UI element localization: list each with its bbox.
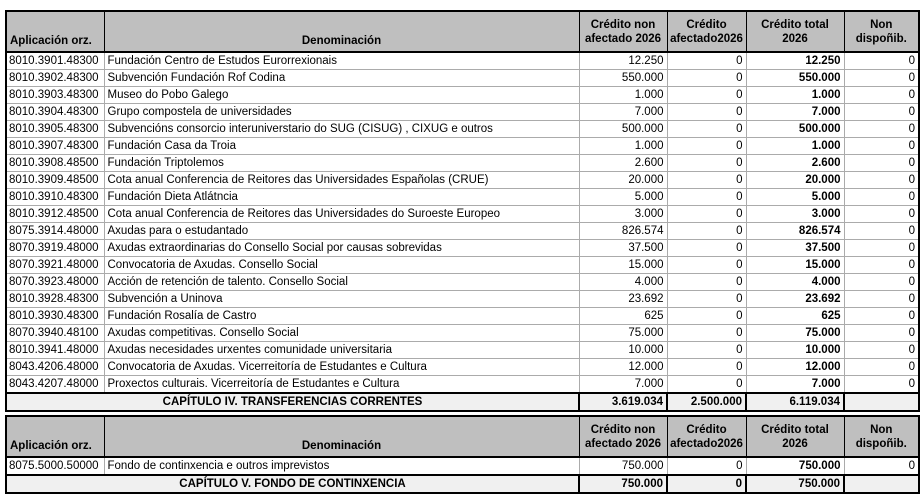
cell-non-disponib: 0 bbox=[844, 155, 919, 172]
cell-credito-non-afectado: 12.000 bbox=[579, 359, 667, 376]
cell-credito-non-afectado: 7.000 bbox=[579, 104, 667, 121]
cell-credito-afectado: 0 bbox=[667, 189, 746, 206]
table-row bbox=[6, 308, 919, 325]
cell-credito-non-afectado: 826.574 bbox=[579, 223, 667, 240]
cell-credito-total: 5.000 bbox=[746, 189, 844, 206]
cell-credito-total: 12.250 bbox=[746, 52, 844, 70]
cell-credito-afectado: 0 bbox=[667, 359, 746, 376]
table-row bbox=[6, 52, 919, 70]
cell-denominacion: Cota anual Conferencia de Reitores das Universidades Españolas (CRUE) bbox=[104, 172, 579, 189]
cell-denominacion: Convocatoria de Axudas. Consello Social bbox=[104, 257, 579, 274]
cell-credito-total: 550.000 bbox=[746, 70, 844, 87]
cell-credito-non-afectado: 20.000 bbox=[579, 172, 667, 189]
cell-credito-non-afectado: 1.000 bbox=[579, 87, 667, 104]
capitulo-iv-total-credito-total: 6.119.034 bbox=[746, 393, 844, 411]
capitulo-iv-total-non-afectado: 3.619.034 bbox=[579, 393, 667, 411]
cell-credito-non-afectado: 75.000 bbox=[579, 325, 667, 342]
cell-denominacion: Axudas competitivas. Consello Social bbox=[104, 325, 579, 342]
cell-credito-afectado: 0 bbox=[667, 138, 746, 155]
cell-credito-afectado: 0 bbox=[667, 87, 746, 104]
cell-aplicacion-orz: 8010.3903.48300 bbox=[6, 87, 104, 104]
table-row bbox=[6, 70, 919, 87]
table-row bbox=[6, 121, 919, 138]
header-denominacion: Denominación bbox=[104, 416, 579, 457]
capitulo-v-table bbox=[5, 415, 920, 494]
header-non-disponib: Non dispoñib. bbox=[844, 11, 919, 52]
cell-non-disponib: 0 bbox=[844, 52, 919, 70]
cell-aplicacion-orz: 8010.3930.48300 bbox=[6, 308, 104, 325]
header-credito-non-afectado: Crédito non afectado 2026 bbox=[579, 416, 667, 457]
cell-aplicacion-orz: 8075.5000.50000 bbox=[6, 457, 104, 475]
cell-denominacion: Subvención a Uninova bbox=[104, 291, 579, 308]
header-credito-afectado: Crédito afectado2026 bbox=[667, 416, 746, 457]
cell-credito-afectado: 0 bbox=[667, 308, 746, 325]
cell-denominacion: Fundación Dieta Atlátncia bbox=[104, 189, 579, 206]
capitulo-iv-table-header bbox=[6, 11, 919, 52]
cell-aplicacion-orz: 8010.3909.48500 bbox=[6, 172, 104, 189]
cell-denominacion: Acción de retención de talento. Consello Social bbox=[104, 274, 579, 291]
cell-denominacion: Subvencións consorcio interuniverstario do SUG (CISUG) , CIXUG e outros bbox=[104, 121, 579, 138]
capitulo-v-total-non-disponib bbox=[844, 475, 919, 493]
cell-credito-total: 500.000 bbox=[746, 121, 844, 138]
table-row bbox=[6, 291, 919, 308]
cell-credito-non-afectado: 750.000 bbox=[579, 457, 667, 475]
cell-non-disponib: 0 bbox=[844, 457, 919, 475]
cell-denominacion: Axudas extraordinarias do Consello Social por causas sobrevidas bbox=[104, 240, 579, 257]
cell-denominacion: Subvención Fundación Rof Codina bbox=[104, 70, 579, 87]
cell-credito-afectado: 0 bbox=[667, 206, 746, 223]
cell-credito-total: 23.692 bbox=[746, 291, 844, 308]
cell-non-disponib: 0 bbox=[844, 87, 919, 104]
table-row bbox=[6, 138, 919, 155]
cell-credito-total: 12.000 bbox=[746, 359, 844, 376]
cell-credito-afectado: 0 bbox=[667, 274, 746, 291]
cell-aplicacion-orz: 8010.3941.48000 bbox=[6, 342, 104, 359]
cell-credito-total: 75.000 bbox=[746, 325, 844, 342]
cell-non-disponib: 0 bbox=[844, 138, 919, 155]
cell-credito-non-afectado: 625 bbox=[579, 308, 667, 325]
table-row bbox=[6, 342, 919, 359]
cell-credito-total: 2.600 bbox=[746, 155, 844, 172]
cell-aplicacion-orz: 8043.4207.48000 bbox=[6, 376, 104, 394]
cell-denominacion: Grupo compostela de universidades bbox=[104, 104, 579, 121]
capitulo-iv-total-section bbox=[6, 393, 919, 411]
table-row bbox=[6, 172, 919, 189]
cell-credito-total: 3.000 bbox=[746, 206, 844, 223]
cell-credito-total: 15.000 bbox=[746, 257, 844, 274]
cell-aplicacion-orz: 8010.3907.48300 bbox=[6, 138, 104, 155]
cell-denominacion: Cota anual Conferencia de Reitores das Universidades do Suroeste Europeo bbox=[104, 206, 579, 223]
table-row bbox=[6, 189, 919, 206]
cell-denominacion: Convocatoria de Axudas. Vicerreitoría de Estudantes e Cultura bbox=[104, 359, 579, 376]
cell-credito-afectado: 0 bbox=[667, 325, 746, 342]
cell-aplicacion-orz: 8070.3919.48000 bbox=[6, 240, 104, 257]
cell-aplicacion-orz: 8070.3921.48000 bbox=[6, 257, 104, 274]
cell-credito-non-afectado: 1.000 bbox=[579, 138, 667, 155]
cell-aplicacion-orz: 8010.3928.48300 bbox=[6, 291, 104, 308]
capitulo-v-total-section bbox=[6, 475, 919, 493]
cell-non-disponib: 0 bbox=[844, 121, 919, 138]
cell-credito-non-afectado: 37.500 bbox=[579, 240, 667, 257]
cell-credito-total: 4.000 bbox=[746, 274, 844, 291]
header-row bbox=[6, 11, 919, 52]
capitulo-v-total-non-afectado: 750.000 bbox=[579, 475, 667, 493]
table-row bbox=[6, 325, 919, 342]
cell-aplicacion-orz: 8010.3910.48300 bbox=[6, 189, 104, 206]
cell-non-disponib: 0 bbox=[844, 206, 919, 223]
cell-non-disponib: 0 bbox=[844, 308, 919, 325]
cell-aplicacion-orz: 8010.3912.48500 bbox=[6, 206, 104, 223]
capitulo-v-table-body bbox=[6, 457, 919, 475]
cell-credito-non-afectado: 4.000 bbox=[579, 274, 667, 291]
cell-credito-non-afectado: 7.000 bbox=[579, 376, 667, 394]
cell-credito-afectado: 0 bbox=[667, 457, 746, 475]
cell-denominacion: Axudas necesidades urxentes comunidade universitaria bbox=[104, 342, 579, 359]
table-row bbox=[6, 376, 919, 394]
cell-credito-non-afectado: 5.000 bbox=[579, 189, 667, 206]
header-non-disponib: Non dispoñib. bbox=[844, 416, 919, 457]
cell-credito-total: 20.000 bbox=[746, 172, 844, 189]
cell-credito-afectado: 0 bbox=[667, 376, 746, 394]
capitulo-v-total-credito-total: 750.000 bbox=[746, 475, 844, 493]
cell-credito-non-afectado: 500.000 bbox=[579, 121, 667, 138]
cell-non-disponib: 0 bbox=[844, 223, 919, 240]
cell-non-disponib: 0 bbox=[844, 376, 919, 394]
cell-aplicacion-orz: 8010.3904.48300 bbox=[6, 104, 104, 121]
cell-credito-non-afectado: 550.000 bbox=[579, 70, 667, 87]
cell-aplicacion-orz: 8010.3905.48300 bbox=[6, 121, 104, 138]
capitulo-v-total-afectado: 0 bbox=[667, 475, 746, 493]
table-row bbox=[6, 223, 919, 240]
cell-credito-afectado: 0 bbox=[667, 104, 746, 121]
table-row bbox=[6, 274, 919, 291]
table-row bbox=[6, 155, 919, 172]
capitulo-iv-total-label: CAPÍTULO IV. TRANSFERENCIAS CORRENTES bbox=[6, 393, 579, 411]
cell-non-disponib: 0 bbox=[844, 104, 919, 121]
cell-non-disponib: 0 bbox=[844, 240, 919, 257]
cell-denominacion: Fundación Triptolemos bbox=[104, 155, 579, 172]
cell-non-disponib: 0 bbox=[844, 342, 919, 359]
capitulo-iv-total-non-disponib bbox=[844, 393, 919, 411]
cell-credito-afectado: 0 bbox=[667, 172, 746, 189]
cell-credito-total: 625 bbox=[746, 308, 844, 325]
header-credito-total: Crédito total 2026 bbox=[746, 416, 844, 457]
table-row bbox=[6, 240, 919, 257]
cell-aplicacion-orz: 8010.3902.48300 bbox=[6, 70, 104, 87]
cell-aplicacion-orz: 8070.3940.48100 bbox=[6, 325, 104, 342]
cell-credito-non-afectado: 2.600 bbox=[579, 155, 667, 172]
header-credito-afectado: Crédito afectado2026 bbox=[667, 11, 746, 52]
cell-credito-total: 1.000 bbox=[746, 87, 844, 104]
cell-credito-afectado: 0 bbox=[667, 291, 746, 308]
cell-non-disponib: 0 bbox=[844, 172, 919, 189]
cell-non-disponib: 0 bbox=[844, 359, 919, 376]
cell-non-disponib: 0 bbox=[844, 189, 919, 206]
cell-credito-total: 37.500 bbox=[746, 240, 844, 257]
capitulo-v-total-label: CAPÍTULO V. FONDO DE CONTINXENCIA bbox=[6, 475, 579, 493]
cell-aplicacion-orz: 8070.3923.48000 bbox=[6, 274, 104, 291]
capitulo-iv-table-body bbox=[6, 52, 919, 393]
capitulo-iv-total-afectado: 2.500.000 bbox=[667, 393, 746, 411]
table-row bbox=[6, 206, 919, 223]
header-credito-non-afectado: Crédito non afectado 2026 bbox=[579, 11, 667, 52]
cell-credito-total: 750.000 bbox=[746, 457, 844, 475]
cell-aplicacion-orz: 8010.3901.48300 bbox=[6, 52, 104, 70]
header-credito-total: Crédito total 2026 bbox=[746, 11, 844, 52]
header-denominacion: Denominación bbox=[104, 11, 579, 52]
cell-credito-non-afectado: 12.250 bbox=[579, 52, 667, 70]
cell-credito-afectado: 0 bbox=[667, 223, 746, 240]
table-row bbox=[6, 359, 919, 376]
cell-credito-afectado: 0 bbox=[667, 52, 746, 70]
table-row bbox=[6, 257, 919, 274]
cell-non-disponib: 0 bbox=[844, 291, 919, 308]
header-aplicacion-orz: Aplicación orz. bbox=[6, 416, 104, 457]
cell-denominacion: Proxectos culturais. Vicerreitoría de Estudantes e Cultura bbox=[104, 376, 579, 394]
table-row bbox=[6, 87, 919, 104]
cell-credito-afectado: 0 bbox=[667, 121, 746, 138]
cell-credito-non-afectado: 3.000 bbox=[579, 206, 667, 223]
cell-credito-non-afectado: 10.000 bbox=[579, 342, 667, 359]
cell-credito-non-afectado: 15.000 bbox=[579, 257, 667, 274]
capitulo-v-table-header bbox=[6, 416, 919, 457]
cell-non-disponib: 0 bbox=[844, 274, 919, 291]
capitulo-iv-total-row bbox=[6, 393, 919, 411]
cell-credito-afectado: 0 bbox=[667, 70, 746, 87]
cell-denominacion: Fondo de continxencia e outros imprevistos bbox=[104, 457, 579, 475]
cell-credito-non-afectado: 23.692 bbox=[579, 291, 667, 308]
cell-denominacion: Museo do Pobo Galego bbox=[104, 87, 579, 104]
capitulo-v-total-row bbox=[6, 475, 919, 493]
cell-aplicacion-orz: 8043.4206.48000 bbox=[6, 359, 104, 376]
header-aplicacion-orz: Aplicación orz. bbox=[6, 11, 104, 52]
cell-credito-total: 7.000 bbox=[746, 104, 844, 121]
cell-aplicacion-orz: 8010.3908.48500 bbox=[6, 155, 104, 172]
table-row bbox=[6, 104, 919, 121]
cell-credito-afectado: 0 bbox=[667, 342, 746, 359]
cell-denominacion: Axudas para o estudantado bbox=[104, 223, 579, 240]
header-row bbox=[6, 416, 919, 457]
cell-non-disponib: 0 bbox=[844, 257, 919, 274]
cell-denominacion: Fundación Rosalía de Castro bbox=[104, 308, 579, 325]
cell-credito-afectado: 0 bbox=[667, 155, 746, 172]
cell-credito-total: 10.000 bbox=[746, 342, 844, 359]
cell-credito-afectado: 0 bbox=[667, 257, 746, 274]
cell-credito-afectado: 0 bbox=[667, 240, 746, 257]
cell-non-disponib: 0 bbox=[844, 325, 919, 342]
cell-credito-total: 826.574 bbox=[746, 223, 844, 240]
cell-aplicacion-orz: 8075.3914.48000 bbox=[6, 223, 104, 240]
cell-non-disponib: 0 bbox=[844, 70, 919, 87]
capitulo-iv-table bbox=[5, 10, 920, 412]
cell-credito-total: 1.000 bbox=[746, 138, 844, 155]
cell-credito-total: 7.000 bbox=[746, 376, 844, 394]
cell-denominacion: Fundación Centro de Estudos Eurorrexionais bbox=[104, 52, 579, 70]
table-row bbox=[6, 457, 919, 475]
cell-denominacion: Fundación Casa da Troia bbox=[104, 138, 579, 155]
